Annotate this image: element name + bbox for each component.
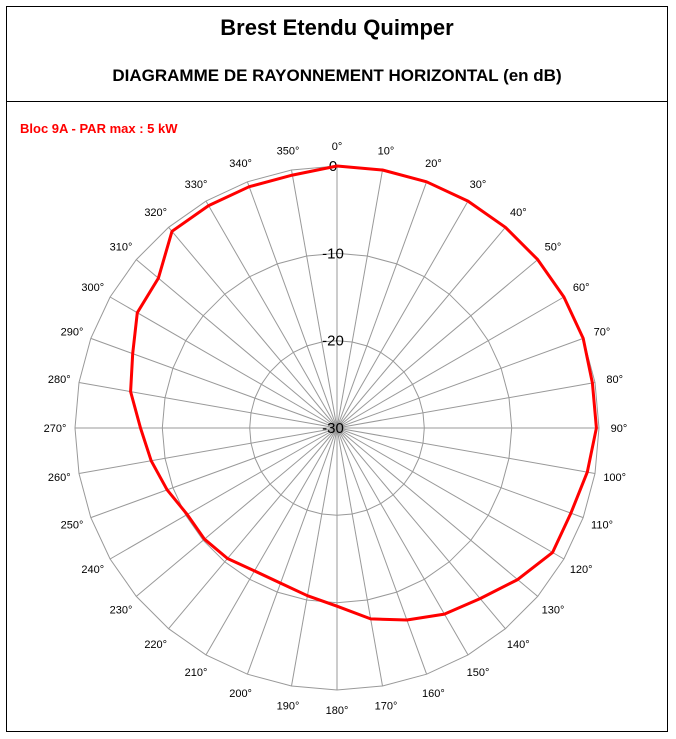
grid-spoke-230 [136,428,337,596]
angle-label-280: 280° [47,374,71,386]
grid-spoke-340 [247,182,337,428]
angle-label-160: 160° [422,688,445,700]
station-title: Brest Etendu Quimper [220,15,454,40]
angle-label-330: 330° [184,178,208,191]
series-label: Bloc 9A - PAR max : 5 kW [20,121,178,136]
angle-label-200: 200° [229,688,252,700]
ring-label--20: -20 [322,332,344,350]
diagram-title: DIAGRAMME DE RAYONNEMENT HORIZONTAL (en dB) [112,66,562,85]
angle-label-20: 20° [425,158,442,170]
angle-label-10: 10° [377,145,395,158]
angle-label-230: 230° [109,604,133,617]
angle-label-260: 260° [47,472,71,484]
grid-spoke-40 [337,227,505,428]
angle-label-80: 80° [606,374,624,386]
grid-spoke-20 [337,182,427,428]
grid-spoke-50 [337,260,538,428]
grid-spoke-110 [337,428,583,518]
ring-label--30: -30 [322,420,344,437]
angle-label-290: 290° [60,326,84,339]
angle-label-310: 310° [109,241,133,254]
angle-label-190: 190° [276,700,300,713]
angle-label-60: 60° [572,282,590,294]
grid-spoke-310 [136,260,337,428]
grid-spoke-250 [91,428,337,518]
grid-spoke-200 [247,428,337,674]
angle-label-110: 110° [591,519,613,532]
angle-label-130: 130° [541,604,565,617]
angle-label-340: 340° [229,158,252,170]
angle-label-120: 120° [569,564,593,576]
angle-label-270: 270° [43,423,67,435]
grid-spoke-160 [337,428,427,674]
angle-label-220: 220° [144,639,168,651]
angle-label-210: 210° [184,667,208,680]
angle-label-350: 350° [276,145,300,158]
angle-label-180: 180° [325,705,349,717]
angle-label-0: 0° [331,141,343,153]
angle-label-50: 50° [544,241,562,254]
angle-label-250: 250° [60,519,84,532]
ring-label-0: 0 [328,158,338,175]
angle-label-240: 240° [81,564,105,576]
angle-label-90: 90° [610,423,628,435]
grid-spoke-70 [337,338,583,428]
grid-spoke-130 [337,428,538,596]
angle-label-100: 100° [603,472,627,484]
angle-label-140: 140° [506,639,530,651]
angle-label-40: 40° [509,207,527,219]
angle-label-70: 70° [593,326,611,339]
angle-label-150: 150° [466,667,490,680]
grid-spoke-320 [169,227,337,428]
angle-label-30: 30° [469,178,487,191]
series-line [131,166,597,620]
angle-label-320: 320° [144,207,168,219]
angle-label-170: 170° [374,700,398,713]
ring-label--10: -10 [322,245,344,263]
grid-spoke-290 [91,338,337,428]
angle-label-300: 300° [81,282,105,294]
